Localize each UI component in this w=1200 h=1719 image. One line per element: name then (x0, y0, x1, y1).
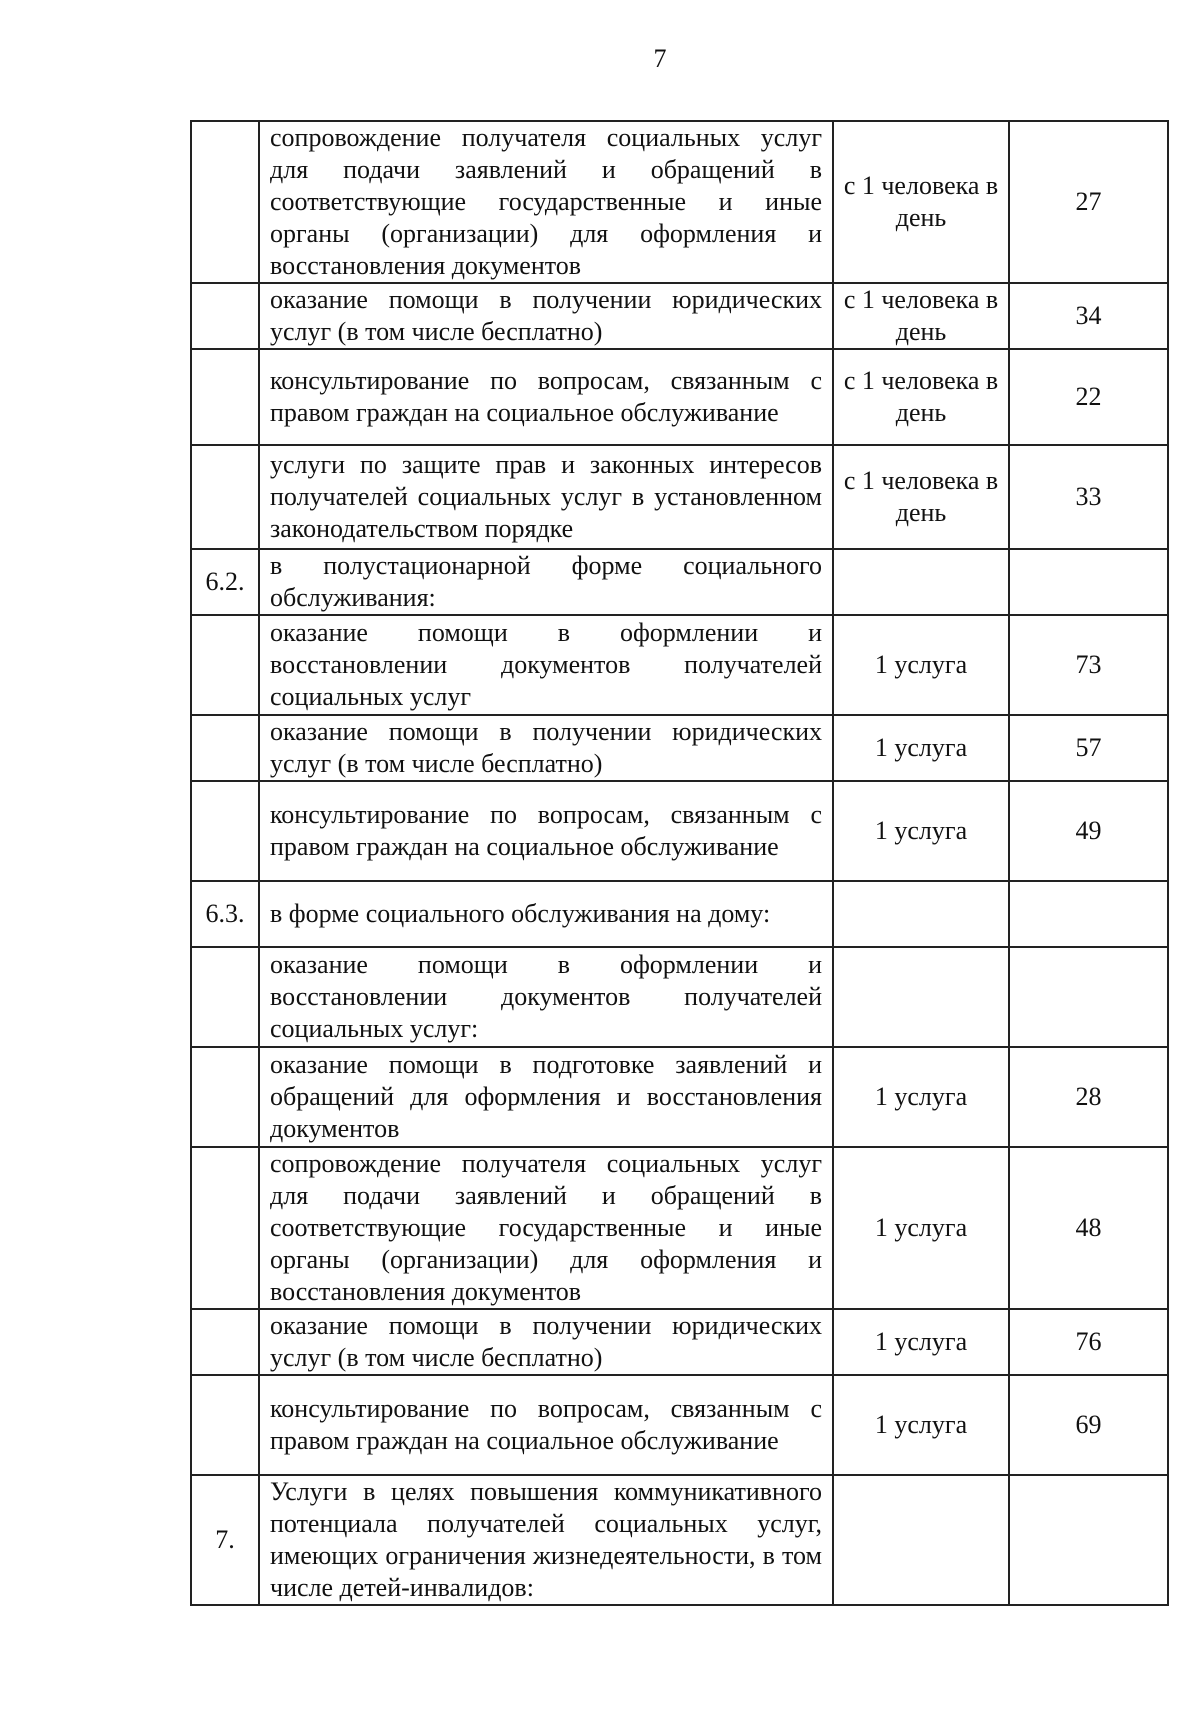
row-number (191, 1147, 259, 1309)
service-value: 34 (1009, 283, 1168, 349)
row-number (191, 445, 259, 549)
service-description: оказание помощи в получении юридических услуг (в том числе бесплатно) (259, 1309, 833, 1375)
row-number (191, 715, 259, 781)
service-value: 48 (1009, 1147, 1168, 1309)
row-number (191, 283, 259, 349)
table-row (191, 715, 1168, 781)
service-description: сопровождение получателя социальных услуг для подачи заявлений и обращений в соответствующие государственные и иные органы (организации) для оформления и восстановления документов (259, 121, 833, 283)
service-value: 27 (1009, 121, 1168, 283)
service-value: 33 (1009, 445, 1168, 549)
service-unit (833, 881, 1009, 947)
table-row (191, 1147, 1168, 1309)
service-description: сопровождение получателя социальных услуг для подачи заявлений и обращений в соответствующие государственные и иные органы (организации) для оформления и восстановления документов (259, 1147, 833, 1309)
table-row (191, 1047, 1168, 1147)
service-value (1009, 881, 1168, 947)
service-value: 49 (1009, 781, 1168, 881)
service-description: консультирование по вопросам, связанным с правом граждан на социальное обслуживание (259, 781, 833, 881)
service-description: оказание помощи в подготовке заявлений и обращений для оформления и восстановления документов (259, 1047, 833, 1147)
table-row (191, 615, 1168, 715)
service-unit (833, 947, 1009, 1047)
table-row (191, 881, 1168, 947)
row-number (191, 1375, 259, 1475)
table-row (191, 1375, 1168, 1475)
table-row (191, 121, 1168, 283)
service-value: 69 (1009, 1375, 1168, 1475)
table-row (191, 947, 1168, 1047)
row-number: 6.3. (191, 881, 259, 947)
service-description: оказание помощи в оформлении и восстановлении документов получателей социальных услуг: (259, 947, 833, 1047)
service-unit: 1 услуга (833, 1147, 1009, 1309)
table-row (191, 1309, 1168, 1375)
service-description: услуги по защите прав и законных интересов получателей социальных услуг в установленном законодательством порядке (259, 445, 833, 549)
service-value (1009, 1475, 1168, 1605)
service-description: в полустационарной форме социального обслуживания: (259, 549, 833, 615)
row-number (191, 781, 259, 881)
service-unit: с 1 человека в день (833, 445, 1009, 549)
tariff-table (190, 120, 1169, 1606)
service-description: оказание помощи в получении юридических услуг (в том числе бесплатно) (259, 283, 833, 349)
row-number (191, 1047, 259, 1147)
table-row (191, 1475, 1168, 1605)
table-row (191, 781, 1168, 881)
row-number (191, 947, 259, 1047)
service-unit (833, 1475, 1009, 1605)
service-unit: 1 услуга (833, 781, 1009, 881)
service-value: 22 (1009, 349, 1168, 445)
table-row (191, 549, 1168, 615)
service-value: 73 (1009, 615, 1168, 715)
service-value (1009, 947, 1168, 1047)
page-number: 7 (653, 44, 667, 73)
table-row (191, 445, 1168, 549)
service-unit: 1 услуга (833, 1047, 1009, 1147)
service-unit: 1 услуга (833, 615, 1009, 715)
service-description: консультирование по вопросам, связанным с правом граждан на социальное обслуживание (259, 349, 833, 445)
table-row (191, 349, 1168, 445)
service-description: оказание помощи в получении юридических услуг (в том числе бесплатно) (259, 715, 833, 781)
service-value (1009, 549, 1168, 615)
service-description: консультирование по вопросам, связанным с правом граждан на социальное обслуживание (259, 1375, 833, 1475)
row-number (191, 615, 259, 715)
service-description: Услуги в целях повышения коммуникативного потенциала получателей социальных услуг, имеющих ограничения жизнедеятельности, в том числе детей-инвалидов: (259, 1475, 833, 1605)
row-number (191, 349, 259, 445)
service-unit: 1 услуга (833, 1309, 1009, 1375)
service-unit: с 1 человека в день (833, 121, 1009, 283)
row-number (191, 121, 259, 283)
service-unit: 1 услуга (833, 1375, 1009, 1475)
row-number: 6.2. (191, 549, 259, 615)
row-number (191, 1309, 259, 1375)
table-row (191, 283, 1168, 349)
service-value: 57 (1009, 715, 1168, 781)
service-unit (833, 549, 1009, 615)
row-number: 7. (191, 1475, 259, 1605)
service-description: оказание помощи в оформлении и восстановлении документов получателей социальных услуг (259, 615, 833, 715)
service-value: 28 (1009, 1047, 1168, 1147)
service-value: 76 (1009, 1309, 1168, 1375)
service-unit: с 1 человека в день (833, 349, 1009, 445)
service-unit: с 1 человека в день (833, 283, 1009, 349)
service-unit: 1 услуга (833, 715, 1009, 781)
service-description: в форме социального обслуживания на дому: (259, 881, 833, 947)
